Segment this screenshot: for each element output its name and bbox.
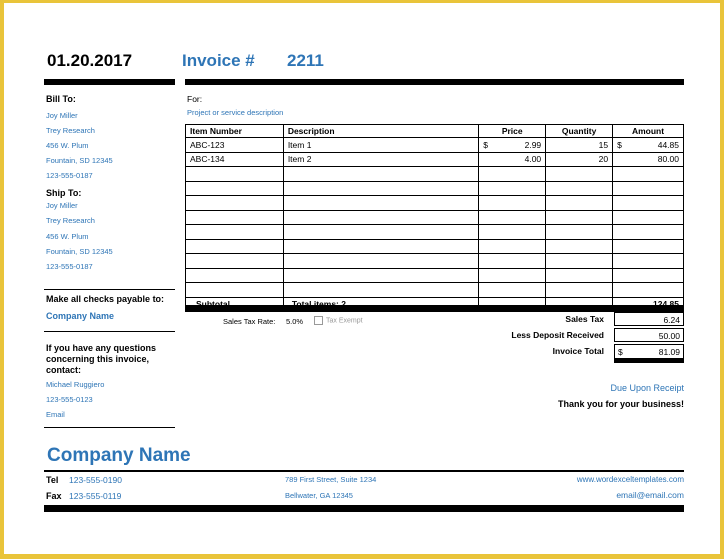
- empty-cell[interactable]: [546, 283, 613, 298]
- empty-cell[interactable]: [546, 210, 613, 225]
- item-number-cell[interactable]: ABC-123: [186, 138, 284, 153]
- currency-symbol: $: [618, 347, 623, 357]
- empty-cell[interactable]: [186, 225, 284, 240]
- empty-cell[interactable]: [283, 283, 478, 298]
- invoice-date: 01.20.2017: [47, 51, 133, 70]
- footer-rule: [44, 470, 684, 472]
- thank-you-note: Thank you for your business!: [557, 399, 684, 409]
- empty-cell[interactable]: [186, 181, 284, 196]
- empty-cell[interactable]: [283, 225, 478, 240]
- fax-number: 123-555-0119: [69, 491, 122, 501]
- empty-cell[interactable]: [283, 167, 478, 182]
- empty-cell: [613, 210, 684, 225]
- left-divider-3: [44, 427, 175, 428]
- tax-exempt-label: Tax Exempt: [326, 317, 363, 325]
- empty-cell[interactable]: [186, 210, 284, 225]
- tax-exempt-checkbox[interactable]: [314, 316, 363, 325]
- table-bottom-rule: [185, 305, 684, 311]
- for-label: For:: [187, 94, 203, 104]
- left-divider-1: [44, 289, 175, 290]
- table-row: [186, 283, 684, 298]
- ship-to-company: Trey Research: [46, 216, 95, 225]
- quantity-cell[interactable]: 20: [546, 152, 613, 167]
- due-terms: Due Upon Receipt: [610, 383, 684, 393]
- ship-to-name: Joy Miller: [46, 201, 78, 210]
- amount-value: 44.85: [657, 139, 679, 150]
- header-rule-left: [44, 79, 175, 85]
- empty-cell[interactable]: [546, 196, 613, 211]
- table-row: [186, 167, 684, 182]
- deposit-label: Less Deposit Received: [511, 330, 604, 340]
- ship-to-label: Ship To:: [46, 188, 82, 198]
- table-header-row: [186, 125, 684, 138]
- footer-address-line2: Bellwater, GA 12345: [285, 491, 353, 500]
- ship-to-street: 456 W. Plum: [46, 232, 89, 241]
- col-header-item-number: Item Number: [186, 125, 284, 138]
- footer-bottom-rule: [44, 505, 684, 512]
- empty-cell[interactable]: [479, 181, 546, 196]
- empty-cell[interactable]: [283, 239, 478, 254]
- contact-email: Email: [46, 410, 65, 419]
- deposit-value[interactable]: 50.00: [614, 328, 684, 342]
- invoice-total-box: [614, 344, 684, 358]
- empty-cell: [613, 181, 684, 196]
- bill-to-company: Trey Research: [46, 126, 95, 135]
- header-rule-right: [185, 79, 684, 85]
- table-row: [186, 268, 684, 283]
- bill-to-street: 456 W. Plum: [46, 141, 89, 150]
- tel-label: Tel: [46, 475, 59, 485]
- currency-symbol: $: [617, 139, 622, 150]
- amount-cell: [613, 138, 684, 153]
- invoice-sheet: [4, 3, 720, 554]
- empty-cell[interactable]: [283, 210, 478, 225]
- empty-cell[interactable]: [283, 254, 478, 269]
- empty-cell[interactable]: [186, 283, 284, 298]
- col-header-amount: Amount: [613, 125, 684, 138]
- description-cell[interactable]: Item 2: [283, 152, 478, 167]
- fax-label: Fax: [46, 491, 62, 501]
- table-row: [186, 225, 684, 240]
- items-table: [185, 124, 684, 312]
- empty-cell[interactable]: [283, 268, 478, 283]
- table-row: [186, 196, 684, 211]
- empty-cell[interactable]: [283, 196, 478, 211]
- empty-cell[interactable]: [479, 167, 546, 182]
- invoice-label: Invoice #: [182, 51, 255, 70]
- project-description: Project or service description: [187, 108, 284, 117]
- empty-cell[interactable]: [479, 268, 546, 283]
- empty-cell[interactable]: [546, 254, 613, 269]
- empty-cell: [613, 239, 684, 254]
- empty-cell: [613, 283, 684, 298]
- col-header-price: Price: [479, 125, 546, 138]
- ship-to-phone: 123-555-0187: [46, 262, 93, 271]
- contact-name: Michael Ruggiero: [46, 380, 105, 389]
- empty-cell[interactable]: [479, 239, 546, 254]
- footer-address-line1: 789 First Street, Suite 1234: [285, 475, 377, 484]
- checkbox-icon[interactable]: [314, 316, 323, 325]
- col-header-quantity: Quantity: [546, 125, 613, 138]
- empty-cell: [613, 254, 684, 269]
- table-row: [186, 138, 684, 153]
- checks-payable-label: Make all checks payable to:: [46, 294, 165, 304]
- empty-cell[interactable]: [186, 167, 284, 182]
- empty-cell[interactable]: [479, 225, 546, 240]
- footer-email[interactable]: email@email.com: [616, 490, 684, 500]
- ship-to-city: Fountain, SD 12345: [46, 247, 113, 256]
- invoice-total-rule: [614, 358, 684, 363]
- empty-cell: [613, 225, 684, 240]
- questions-label: If you have any questions concerning this invoice, contact:: [46, 343, 157, 375]
- amount-cell: 80.00: [613, 152, 684, 167]
- bill-to-label: Bill To:: [46, 94, 76, 104]
- table-row: [186, 239, 684, 254]
- table-row: [186, 181, 684, 196]
- contact-phone: 123-555-0123: [46, 395, 93, 404]
- table-row: [186, 152, 684, 167]
- empty-cell[interactable]: [479, 196, 546, 211]
- tax-rate-label: Sales Tax Rate:: [223, 317, 276, 326]
- price-value: 2.99: [524, 139, 542, 150]
- price-cell[interactable]: 4.00: [479, 152, 546, 167]
- invoice-number: 2211: [287, 51, 324, 70]
- item-number-cell[interactable]: ABC-134: [186, 152, 284, 167]
- invoice-total-value: 81.09: [658, 347, 680, 357]
- empty-cell[interactable]: [546, 268, 613, 283]
- empty-cell[interactable]: [186, 254, 284, 269]
- empty-cell[interactable]: [186, 268, 284, 283]
- empty-cell: [613, 268, 684, 283]
- empty-cell: [613, 167, 684, 182]
- table-row: [186, 254, 684, 269]
- checks-company-name: Company Name: [46, 311, 115, 321]
- empty-cell[interactable]: [479, 210, 546, 225]
- bill-to-city: Fountain, SD 12345: [46, 156, 113, 165]
- empty-cell[interactable]: [283, 181, 478, 196]
- bill-to-name: Joy Miller: [46, 111, 78, 120]
- empty-cell[interactable]: [186, 196, 284, 211]
- footer-website[interactable]: www.wordexceltemplates.com: [576, 475, 684, 484]
- empty-cell[interactable]: [546, 225, 613, 240]
- empty-cell[interactable]: [546, 167, 613, 182]
- tel-number: 123-555-0190: [69, 475, 122, 485]
- col-header-description: Description: [283, 125, 478, 138]
- empty-cell[interactable]: [546, 239, 613, 254]
- empty-cell: [613, 196, 684, 211]
- empty-cell[interactable]: [186, 239, 284, 254]
- sales-tax-label: Sales Tax: [565, 314, 604, 324]
- table-row: [186, 210, 684, 225]
- empty-cell[interactable]: [479, 283, 546, 298]
- bill-to-phone: 123-555-0187: [46, 171, 93, 180]
- sales-tax-value: 6.24: [614, 312, 684, 326]
- empty-cell[interactable]: [479, 254, 546, 269]
- left-divider-2: [44, 331, 175, 332]
- description-cell[interactable]: Item 1: [283, 138, 478, 153]
- quantity-cell[interactable]: 15: [546, 138, 613, 153]
- tax-rate-value[interactable]: 5.0%: [286, 317, 304, 326]
- invoice-total-label: Invoice Total: [552, 346, 604, 356]
- footer-company-name: Company Name: [47, 445, 191, 466]
- empty-cell[interactable]: [546, 181, 613, 196]
- price-cell[interactable]: [479, 138, 546, 153]
- currency-symbol: $: [483, 139, 489, 150]
